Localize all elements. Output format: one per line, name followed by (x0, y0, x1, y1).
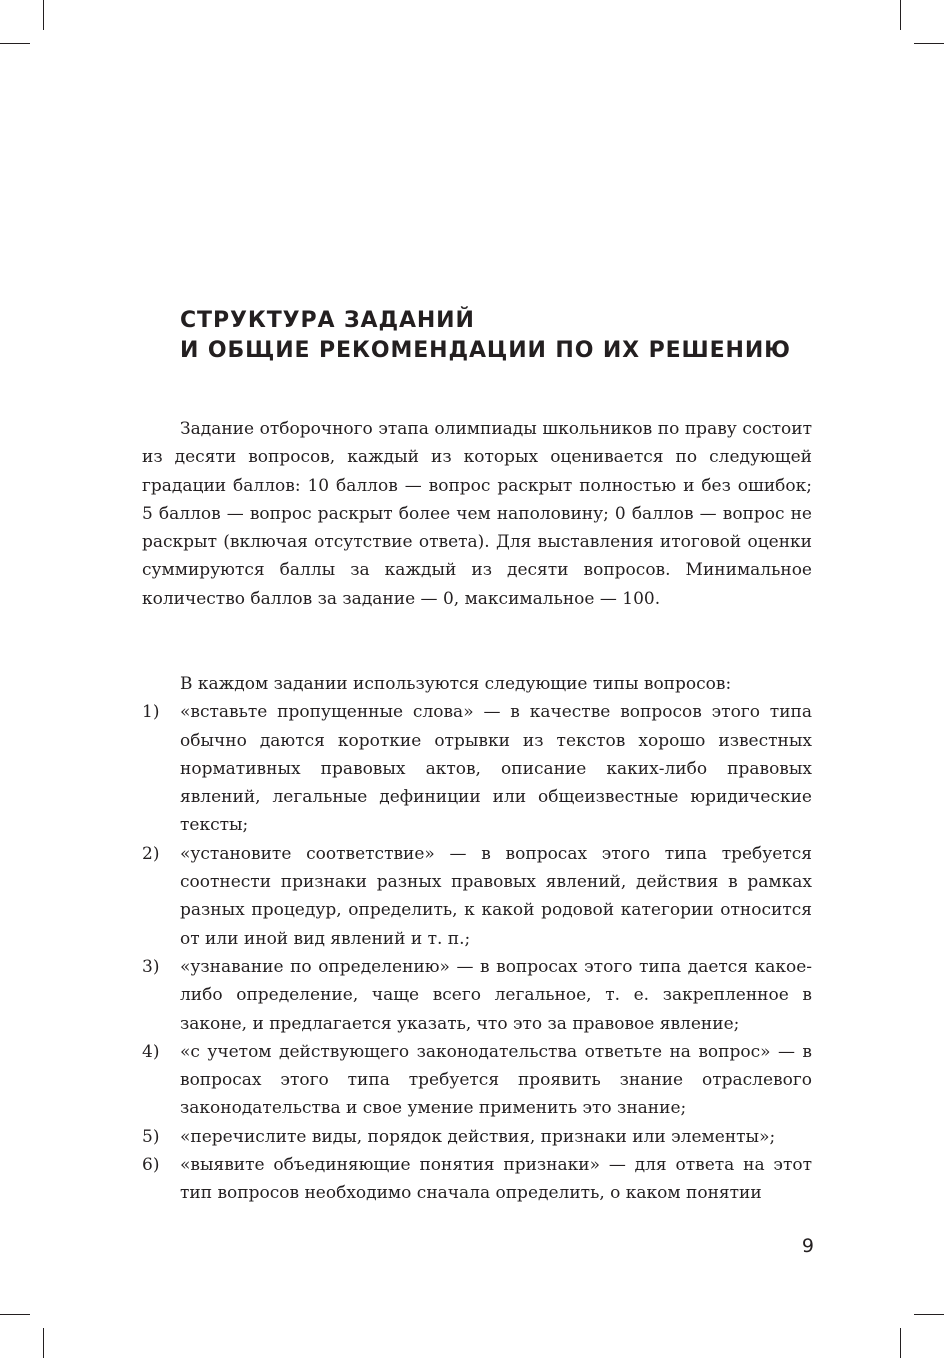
list-item-text: «узнавание по определению» — в вопросах этого типа дается какое-либо определение, чаще всего легальное, т. е. закрепленное в законе, и предлагается указать, что это за правовое явление; (180, 956, 812, 1034)
question-types-intro: В каждом задании используются следующие типы вопросов: (180, 674, 732, 694)
crop-mark-bottom-left-v (43, 1328, 44, 1358)
list-item-text: «выявите объединяющие понятия признаки» — для ответа на этот тип вопросов необходимо сначала определить, о каком понятии (180, 1155, 812, 1204)
list-item (142, 1151, 812, 1208)
section-heading (180, 306, 820, 366)
crop-mark-bottom-right-h (914, 1314, 944, 1315)
crop-mark-bottom-right-v (900, 1328, 901, 1358)
scoring-paragraph: Задание отборочного этапа олимпиады школьников по праву состоит из десяти вопросов, каждый из которых оценивается по следующей градации баллов: 10 баллов — вопрос раскрыт полностью и без ошибок; 5 баллов — вопрос раскрыт более чем наполовину; 0 баллов — вопрос не раскрыт (включая отсутствие ответа). Для выставления итоговой оценки суммируются баллы за каждый из десяти вопросов. Минимальное количество баллов за задание — 0, максимальное — 100. (142, 419, 812, 609)
list-item-number: 1) (142, 702, 160, 723)
scoring-paragraph-block (142, 415, 812, 613)
list-item (142, 953, 812, 1038)
crop-mark-top-right-h (914, 43, 944, 44)
list-item-number: 5) (142, 1126, 160, 1147)
crop-mark-top-left-v (43, 0, 44, 30)
section-heading-line-2: И ОБЩИЕ РЕКОМЕНДАЦИИ ПО ИХ РЕШЕНИЮ (180, 338, 791, 363)
question-types-block (142, 670, 812, 1208)
list-item-text: «установите соответствие» — в вопросах этого типа требуется соотнести признаки разных правовых явлений, действия в рамках разных процедур, определить, к какой родовой категории относится от или иной вид явлений и т. п.; (180, 843, 812, 949)
list-item-number: 2) (142, 843, 160, 864)
list-item (142, 1123, 812, 1151)
list-item-text: «перечислите виды, порядок действия, признаки или элементы»; (180, 1126, 776, 1147)
list-item (142, 698, 812, 839)
section-heading-line-1: СТРУКТУРА ЗАДАНИЙ (180, 308, 475, 333)
crop-mark-bottom-left-h (0, 1314, 30, 1315)
question-types-list (142, 698, 812, 1207)
list-item-number: 4) (142, 1041, 160, 1062)
list-item-number: 3) (142, 956, 160, 977)
list-item (142, 840, 812, 953)
crop-mark-top-right-v (900, 0, 901, 30)
crop-mark-top-left-h (0, 43, 30, 44)
list-item-text: «с учетом действующего законодательства ответьте на вопрос» — в вопросах этого типа требуется проявить знание отраслевого законодательства и свое умение применить это знание; (180, 1041, 812, 1119)
list-item-number: 6) (142, 1155, 160, 1176)
page-number: 9 (801, 1235, 814, 1257)
list-item (142, 1038, 812, 1123)
list-item-text: «вставьте пропущенные слова» — в качестве вопросов этого типа обычно даются короткие отрывки из текстов хорошо известных нормативных правовых актов, описание каких-либо правовых явлений, легальные дефиниции или общеизвестные юридические тексты; (180, 702, 812, 836)
